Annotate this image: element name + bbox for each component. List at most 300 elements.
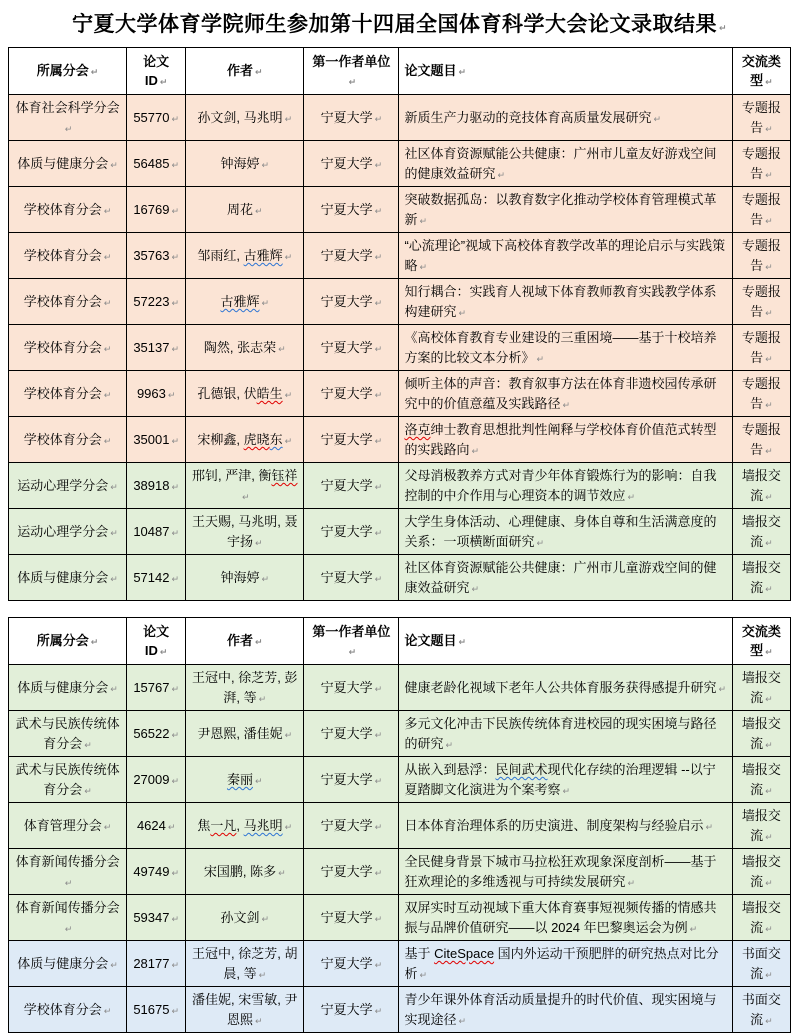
- paragraph-mark: ↵: [765, 785, 773, 796]
- paragraph-mark: ↵: [90, 637, 99, 648]
- cell-text: 宋国鹏, 陈多: [203, 863, 277, 879]
- cell-text: 35001: [133, 431, 170, 447]
- column-header-label: 论文题目: [404, 63, 457, 79]
- exchange-type-cell: [732, 95, 790, 141]
- cell-text: 9963: [136, 385, 166, 401]
- paragraph-mark: ↵: [458, 307, 467, 318]
- authors-cell: [186, 233, 304, 279]
- authors-cell: [186, 279, 304, 325]
- authors-cell: [186, 417, 304, 463]
- column-header: [127, 48, 186, 95]
- affiliation-cell: [304, 371, 399, 417]
- cell-text: 专题报告: [741, 100, 781, 135]
- column-header-label: 交流类型: [741, 53, 781, 88]
- table-row: [9, 417, 791, 463]
- cell-text: 学校体育分会: [23, 339, 102, 355]
- paragraph-mark: ↵: [278, 343, 286, 354]
- branch-cell: [9, 665, 127, 711]
- table-row: [9, 95, 791, 141]
- paragraph-mark: ↵: [765, 215, 773, 226]
- cell-text: 国内外运动干预肥胖的研究热点对比分析: [404, 946, 719, 981]
- cell-text: 体育管理分会: [23, 817, 102, 833]
- branch-cell: [9, 987, 127, 1033]
- cell-text: 运动心理学分会: [17, 477, 109, 493]
- header-row: [9, 48, 791, 95]
- paper-id-cell: [127, 325, 186, 371]
- paragraph-mark: ↵: [171, 729, 180, 740]
- affiliation-cell: [304, 233, 399, 279]
- paragraph-mark: ↵: [765, 739, 773, 750]
- branch-cell: [9, 849, 127, 895]
- cell-text: 57142: [133, 569, 170, 585]
- cell-text: 宁夏大学: [320, 817, 373, 833]
- exchange-type-cell: [732, 417, 790, 463]
- paragraph-mark: ↵: [374, 343, 383, 354]
- paragraph-mark: ↵: [419, 969, 428, 980]
- paper-id-cell: [127, 941, 186, 987]
- grammar-flagged-text: 马兆明: [243, 817, 283, 833]
- cell-text: 周花: [226, 201, 253, 217]
- paragraph-mark: ↵: [255, 67, 263, 78]
- column-header: [399, 618, 732, 665]
- paper-title-cell: [399, 463, 732, 509]
- paragraph-mark: ↵: [167, 821, 176, 832]
- cell-text: 学校体育分会: [23, 201, 102, 217]
- cell-text: 56522: [133, 725, 170, 741]
- exchange-type-cell: [732, 941, 790, 987]
- cell-text: 59347: [133, 909, 170, 925]
- cell-text: 多元文化冲击下民族传统体育进校园的现实困境与路径的研究: [404, 716, 717, 751]
- paragraph-mark: ↵: [171, 297, 180, 308]
- cell-text: 宁夏大学: [320, 771, 373, 787]
- branch-cell: [9, 463, 127, 509]
- affiliation-cell: [304, 665, 399, 711]
- paper-id-cell: [127, 371, 186, 417]
- column-header-label: 所属分会: [36, 633, 89, 649]
- column-header-label: 论文题目: [404, 633, 457, 649]
- paragraph-mark: ↵: [278, 867, 286, 878]
- table-row: [9, 849, 791, 895]
- column-header: [304, 48, 399, 95]
- paragraph-mark: ↵: [653, 113, 662, 124]
- exchange-type-cell: [732, 849, 790, 895]
- paper-title-cell: [399, 849, 732, 895]
- column-header-label: 论文 ID: [143, 53, 170, 88]
- column-header-label: 作者: [226, 63, 253, 79]
- cell-text: 武术与民族传统体育分会: [15, 716, 120, 751]
- cell-text: 王冠中, 徐芝芳, 胡晨, 等: [192, 946, 298, 981]
- exchange-type-cell: [732, 803, 790, 849]
- spellcheck-flagged-text: 钰祥: [271, 468, 298, 483]
- paragraph-mark: ↵: [284, 821, 293, 832]
- cell-text: 陶然, 张志荣: [203, 339, 277, 355]
- cell-text: 专题报告: [741, 330, 781, 365]
- cell-text: 宁夏大学: [320, 109, 373, 125]
- authors-cell: [186, 849, 304, 895]
- paragraph-mark: ↵: [562, 785, 571, 796]
- paper-title-cell: [399, 233, 732, 279]
- paragraph-mark: ↵: [171, 159, 180, 170]
- grammar-flagged-text: 古雅辉: [243, 247, 283, 263]
- paragraph-mark: ↵: [471, 445, 480, 456]
- table-row: [9, 233, 791, 279]
- paper-title-cell: [399, 509, 732, 555]
- authors-cell: [186, 95, 304, 141]
- paper-id-cell: [127, 665, 186, 711]
- paragraph-mark: ↵: [284, 251, 293, 262]
- exchange-type-cell: [732, 371, 790, 417]
- paragraph-mark: ↵: [374, 159, 383, 170]
- cell-text: 倾听主体的声音：教育叙事方法在体育非遗校园传承研究中的价值意蕴及实践路径: [404, 376, 717, 411]
- table-row: [9, 555, 791, 601]
- cell-text: 社区体育资源赋能公共健康：广州市儿童游戏空间的健康效益研究: [404, 560, 717, 595]
- grammar-flagged-text: 民间武术: [495, 762, 548, 777]
- cell-text: 学校体育分会: [23, 385, 102, 401]
- cell-text: 专题报告: [741, 238, 781, 273]
- paragraph-mark: ↵: [284, 435, 293, 446]
- paragraph-mark: ↵: [471, 583, 480, 594]
- cell-text: 体质与健康分会: [17, 955, 109, 971]
- cell-text: 墙报交流: [741, 808, 781, 843]
- paragraph-mark: ↵: [261, 159, 270, 170]
- paper-title-cell: [399, 555, 732, 601]
- paper-title-cell: [399, 711, 732, 757]
- cell-text: 体质与健康分会: [17, 155, 109, 171]
- paper-id-cell: [127, 849, 186, 895]
- affiliation-cell: [304, 757, 399, 803]
- paper-id-cell: [127, 233, 186, 279]
- table-row: [9, 509, 791, 555]
- results-table-1: [8, 47, 791, 601]
- paragraph-mark: ↵: [167, 389, 176, 400]
- column-header-label: 作者: [226, 633, 253, 649]
- cell-text: 宁夏大学: [320, 1001, 373, 1017]
- paragraph-mark: ↵: [765, 583, 773, 594]
- paragraph-mark: ↵: [284, 389, 293, 400]
- affiliation-cell: [304, 509, 399, 555]
- cell-text: 钟海婷: [220, 569, 260, 585]
- cell-text: 钟海婷: [220, 155, 260, 171]
- paragraph-mark: ↵: [90, 67, 99, 78]
- paragraph-mark: ↵: [348, 647, 357, 657]
- cell-text: “心流理论”视域下高校体育教学改革的理论启示与实践策略: [404, 238, 726, 273]
- authors-cell: [186, 325, 304, 371]
- paper-title-cell: [399, 757, 732, 803]
- paragraph-mark: ↵: [374, 867, 383, 878]
- branch-cell: [9, 417, 127, 463]
- paragraph-mark: ↵: [103, 389, 112, 400]
- paper-id-cell: [127, 141, 186, 187]
- paragraph-mark: ↵: [171, 913, 180, 924]
- paragraph-mark: ↵: [765, 923, 773, 934]
- paragraph-mark: ↵: [103, 821, 112, 832]
- paragraph-mark: ↵: [458, 637, 467, 648]
- paper-id-cell: [127, 417, 186, 463]
- cell-text: 新质生产力驱动的竞技体育高质量发展研究: [404, 109, 652, 125]
- cell-text: 宁夏大学: [320, 955, 373, 971]
- affiliation-cell: [304, 941, 399, 987]
- paragraph-mark: ↵: [536, 353, 545, 364]
- cell-text: 宁夏大学: [320, 339, 373, 355]
- column-header-label: 交流类型: [741, 623, 781, 658]
- cell-text: 焦: [197, 817, 211, 833]
- header-row: [9, 618, 791, 665]
- branch-cell: [9, 509, 127, 555]
- cell-text: 健康老龄化视域下老年人公共体育服务获得感提升研究: [404, 679, 717, 695]
- spellcheck-flagged-text: 一凡: [210, 817, 237, 833]
- cell-text: 35763: [133, 247, 170, 263]
- spellcheck-flagged-text: CiteSpace: [434, 946, 495, 961]
- paper-id-cell: [127, 187, 186, 233]
- table-row: [9, 665, 791, 711]
- paragraph-mark: ↵: [84, 739, 92, 750]
- cell-text: 体育社会科学分会: [15, 100, 120, 115]
- paragraph-mark: ↵: [64, 923, 73, 934]
- affiliation-cell: [304, 895, 399, 941]
- paragraph-mark: ↵: [765, 353, 773, 364]
- affiliation-cell: [304, 187, 399, 233]
- paragraph-mark: ↵: [171, 573, 180, 584]
- cell-text: 49749: [133, 863, 170, 879]
- authors-cell: [186, 941, 304, 987]
- paragraph-mark: ↵: [242, 491, 250, 502]
- paragraph-mark: ↵: [171, 867, 180, 878]
- paragraph-mark: ↵: [765, 647, 773, 657]
- paragraph-mark: ↵: [765, 307, 773, 318]
- paragraph-mark: ↵: [627, 877, 636, 888]
- cell-text: 学校体育分会: [23, 247, 102, 263]
- cell-text: 宁夏大学: [320, 725, 373, 741]
- cell-text: 15767: [133, 679, 170, 695]
- cell-text: 全民健身背景下城市马拉松狂欢现象深度剖析——基于狂欢理论的多维透视与可持续发展研究: [404, 854, 717, 889]
- paper-title-cell: [399, 187, 732, 233]
- cell-text: 宁夏大学: [320, 247, 373, 263]
- paragraph-mark: ↵: [171, 113, 180, 124]
- cell-text: 墙报交流: [741, 900, 781, 935]
- table-row: [9, 987, 791, 1033]
- table-row: [9, 279, 791, 325]
- paper-id-cell: [127, 509, 186, 555]
- paragraph-mark: ↵: [497, 169, 506, 180]
- paragraph-mark: ↵: [171, 481, 180, 492]
- authors-cell: [186, 463, 304, 509]
- cell-text: 墙报交流: [741, 716, 781, 751]
- affiliation-cell: [304, 325, 399, 371]
- affiliation-cell: [304, 279, 399, 325]
- exchange-type-cell: [732, 279, 790, 325]
- paragraph-mark: ↵: [374, 729, 383, 740]
- paragraph-mark: ↵: [110, 159, 118, 170]
- paragraph-mark: ↵: [171, 205, 180, 216]
- exchange-type-cell: [732, 711, 790, 757]
- paragraph-mark: ↵: [255, 637, 263, 648]
- cell-text: 运动心理学分会: [17, 523, 109, 539]
- cell-text: 基于: [404, 946, 435, 961]
- cell-text: 知行耦合：实践育人视域下体育教师教育实践教学体系构建研究: [404, 284, 717, 319]
- paper-title-cell: [399, 895, 732, 941]
- paragraph-mark: ↵: [258, 693, 267, 704]
- branch-cell: [9, 711, 127, 757]
- paragraph-mark: ↵: [110, 959, 118, 970]
- branch-cell: [9, 803, 127, 849]
- cell-text: 专题报告: [741, 146, 781, 181]
- paragraph-mark: ↵: [171, 1005, 180, 1016]
- column-header: [9, 618, 127, 665]
- paragraph-mark: ↵: [103, 435, 112, 446]
- cell-text: 墙报交流: [741, 514, 781, 549]
- paper-title-cell: [399, 371, 732, 417]
- paragraph-mark: ↵: [103, 205, 112, 216]
- paragraph-mark: ↵: [718, 23, 728, 33]
- paragraph-mark: ↵: [171, 251, 180, 262]
- cell-text: 宁夏大学: [320, 385, 373, 401]
- cell-text: 56485: [133, 155, 170, 171]
- paragraph-mark: ↵: [110, 683, 118, 694]
- paragraph-mark: ↵: [765, 831, 773, 842]
- authors-cell: [186, 371, 304, 417]
- cell-text: 宋柳鑫,: [197, 431, 244, 447]
- cell-text: 体育新闻传播分会: [15, 900, 120, 915]
- column-header: [9, 48, 127, 95]
- table-row: [9, 325, 791, 371]
- paper-id-cell: [127, 95, 186, 141]
- cell-text: 宁夏大学: [320, 477, 373, 493]
- column-header-label: 论文 ID: [143, 623, 170, 658]
- paper-id-cell: [127, 555, 186, 601]
- paragraph-mark: ↵: [765, 77, 773, 87]
- branch-cell: [9, 233, 127, 279]
- column-header: [304, 618, 399, 665]
- paragraph-mark: ↵: [765, 399, 773, 410]
- paragraph-mark: ↵: [374, 389, 383, 400]
- cell-text: 宁夏大学: [320, 569, 373, 585]
- paragraph-mark: ↵: [765, 1015, 773, 1026]
- authors-cell: [186, 757, 304, 803]
- cell-text: 书面交流: [741, 992, 781, 1027]
- paragraph-mark: ↵: [718, 683, 727, 694]
- cell-text: 突破数据孤岛：以教育数字化推动学校体育管理模式革新: [404, 192, 717, 227]
- table-row: [9, 463, 791, 509]
- exchange-type-cell: [732, 141, 790, 187]
- paragraph-mark: ↵: [419, 215, 428, 226]
- column-header-label: 第一作者单位: [312, 623, 391, 639]
- cell-text: 10487: [133, 523, 170, 539]
- cell-text: 35137: [133, 339, 170, 355]
- cell-text: 孔德银, 伏: [197, 385, 257, 401]
- paragraph-mark: ↵: [171, 527, 180, 538]
- paragraph-mark: ↵: [171, 959, 180, 970]
- cell-text: 38918: [133, 477, 170, 493]
- cell-text: 青少年课外体育活动质量提升的时代价值、现实困境与实现途径: [404, 992, 717, 1027]
- paper-title-cell: [399, 665, 732, 711]
- paragraph-mark: ↵: [765, 123, 773, 134]
- table-row: [9, 141, 791, 187]
- cell-text: 体质与健康分会: [17, 679, 109, 695]
- paragraph-mark: ↵: [705, 821, 714, 832]
- paper-title-cell: [399, 325, 732, 371]
- cell-text: 现代化存续的治理逻辑 --以宁夏踏脚文化演进为个案考察: [404, 762, 716, 797]
- paragraph-mark: ↵: [255, 205, 263, 216]
- table-row: [9, 757, 791, 803]
- paragraph-mark: ↵: [84, 785, 92, 796]
- branch-cell: [9, 371, 127, 417]
- paragraph-mark: ↵: [374, 683, 383, 694]
- branch-cell: [9, 141, 127, 187]
- table-row: [9, 371, 791, 417]
- cell-text: 日本体育治理体系的历史演进、制度架构与经验启示: [404, 817, 704, 833]
- exchange-type-cell: [732, 463, 790, 509]
- cell-text: 宁夏大学: [320, 863, 373, 879]
- paragraph-mark: ↵: [765, 491, 773, 502]
- paragraph-mark: ↵: [689, 923, 698, 934]
- paragraph-mark: ↵: [261, 297, 270, 308]
- paragraph-mark: ↵: [258, 969, 267, 980]
- paragraph-mark: ↵: [159, 77, 168, 87]
- cell-text: 宁夏大学: [320, 155, 373, 171]
- branch-cell: [9, 95, 127, 141]
- cell-text: 孙文剑, 马兆明: [197, 109, 283, 125]
- grammar-flagged-text: 秦丽: [226, 771, 253, 787]
- affiliation-cell: [304, 141, 399, 187]
- paper-id-cell: [127, 895, 186, 941]
- column-header: [127, 618, 186, 665]
- cell-text: 27009: [133, 771, 170, 787]
- paragraph-mark: ↵: [171, 683, 180, 694]
- cell-text: 57223: [133, 293, 170, 309]
- column-header: [186, 618, 304, 665]
- paragraph-mark: ↵: [374, 527, 383, 538]
- grammar-flagged-text: 古雅辉: [220, 293, 260, 309]
- paragraph-mark: ↵: [171, 343, 180, 354]
- paragraph-mark: ↵: [374, 113, 383, 124]
- authors-cell: [186, 141, 304, 187]
- paragraph-mark: ↵: [765, 169, 773, 180]
- column-header: [732, 618, 790, 665]
- cell-text: 大学生身体活动、心理健康、身体自尊和生活满意度的关系：一项横断面研究: [404, 514, 717, 549]
- exchange-type-cell: [732, 757, 790, 803]
- paragraph-mark: ↵: [103, 343, 112, 354]
- column-header: [399, 48, 732, 95]
- affiliation-cell: [304, 95, 399, 141]
- paragraph-mark: ↵: [110, 481, 118, 492]
- paragraph-mark: ↵: [374, 959, 383, 970]
- paragraph-mark: ↵: [255, 775, 263, 786]
- exchange-type-cell: [732, 233, 790, 279]
- paragraph-mark: ↵: [374, 775, 383, 786]
- authors-cell: [186, 803, 304, 849]
- paragraph-mark: ↵: [765, 537, 773, 548]
- paragraph-mark: ↵: [765, 877, 773, 888]
- paragraph-mark: ↵: [765, 969, 773, 980]
- paragraph-mark: ↵: [255, 1015, 263, 1026]
- table-row: [9, 187, 791, 233]
- paragraph-mark: ↵: [765, 261, 773, 272]
- cell-text: 墙报交流: [741, 762, 781, 797]
- affiliation-cell: [304, 417, 399, 463]
- paper-title-cell: [399, 417, 732, 463]
- grammar-flagged-text: 东: [269, 431, 283, 447]
- spellcheck-flagged-text: 洛克: [404, 422, 431, 437]
- branch-cell: [9, 895, 127, 941]
- cell-text: 社区体育资源赋能公共健康：广州市儿童友好游戏空间的健康效益研究: [404, 146, 717, 181]
- branch-cell: [9, 279, 127, 325]
- cell-text: 墙报交流: [741, 670, 781, 705]
- column-header: [732, 48, 790, 95]
- cell-text: 学校体育分会: [23, 293, 102, 309]
- paragraph-mark: ↵: [536, 537, 545, 548]
- exchange-type-cell: [732, 325, 790, 371]
- paper-id-cell: [127, 987, 186, 1033]
